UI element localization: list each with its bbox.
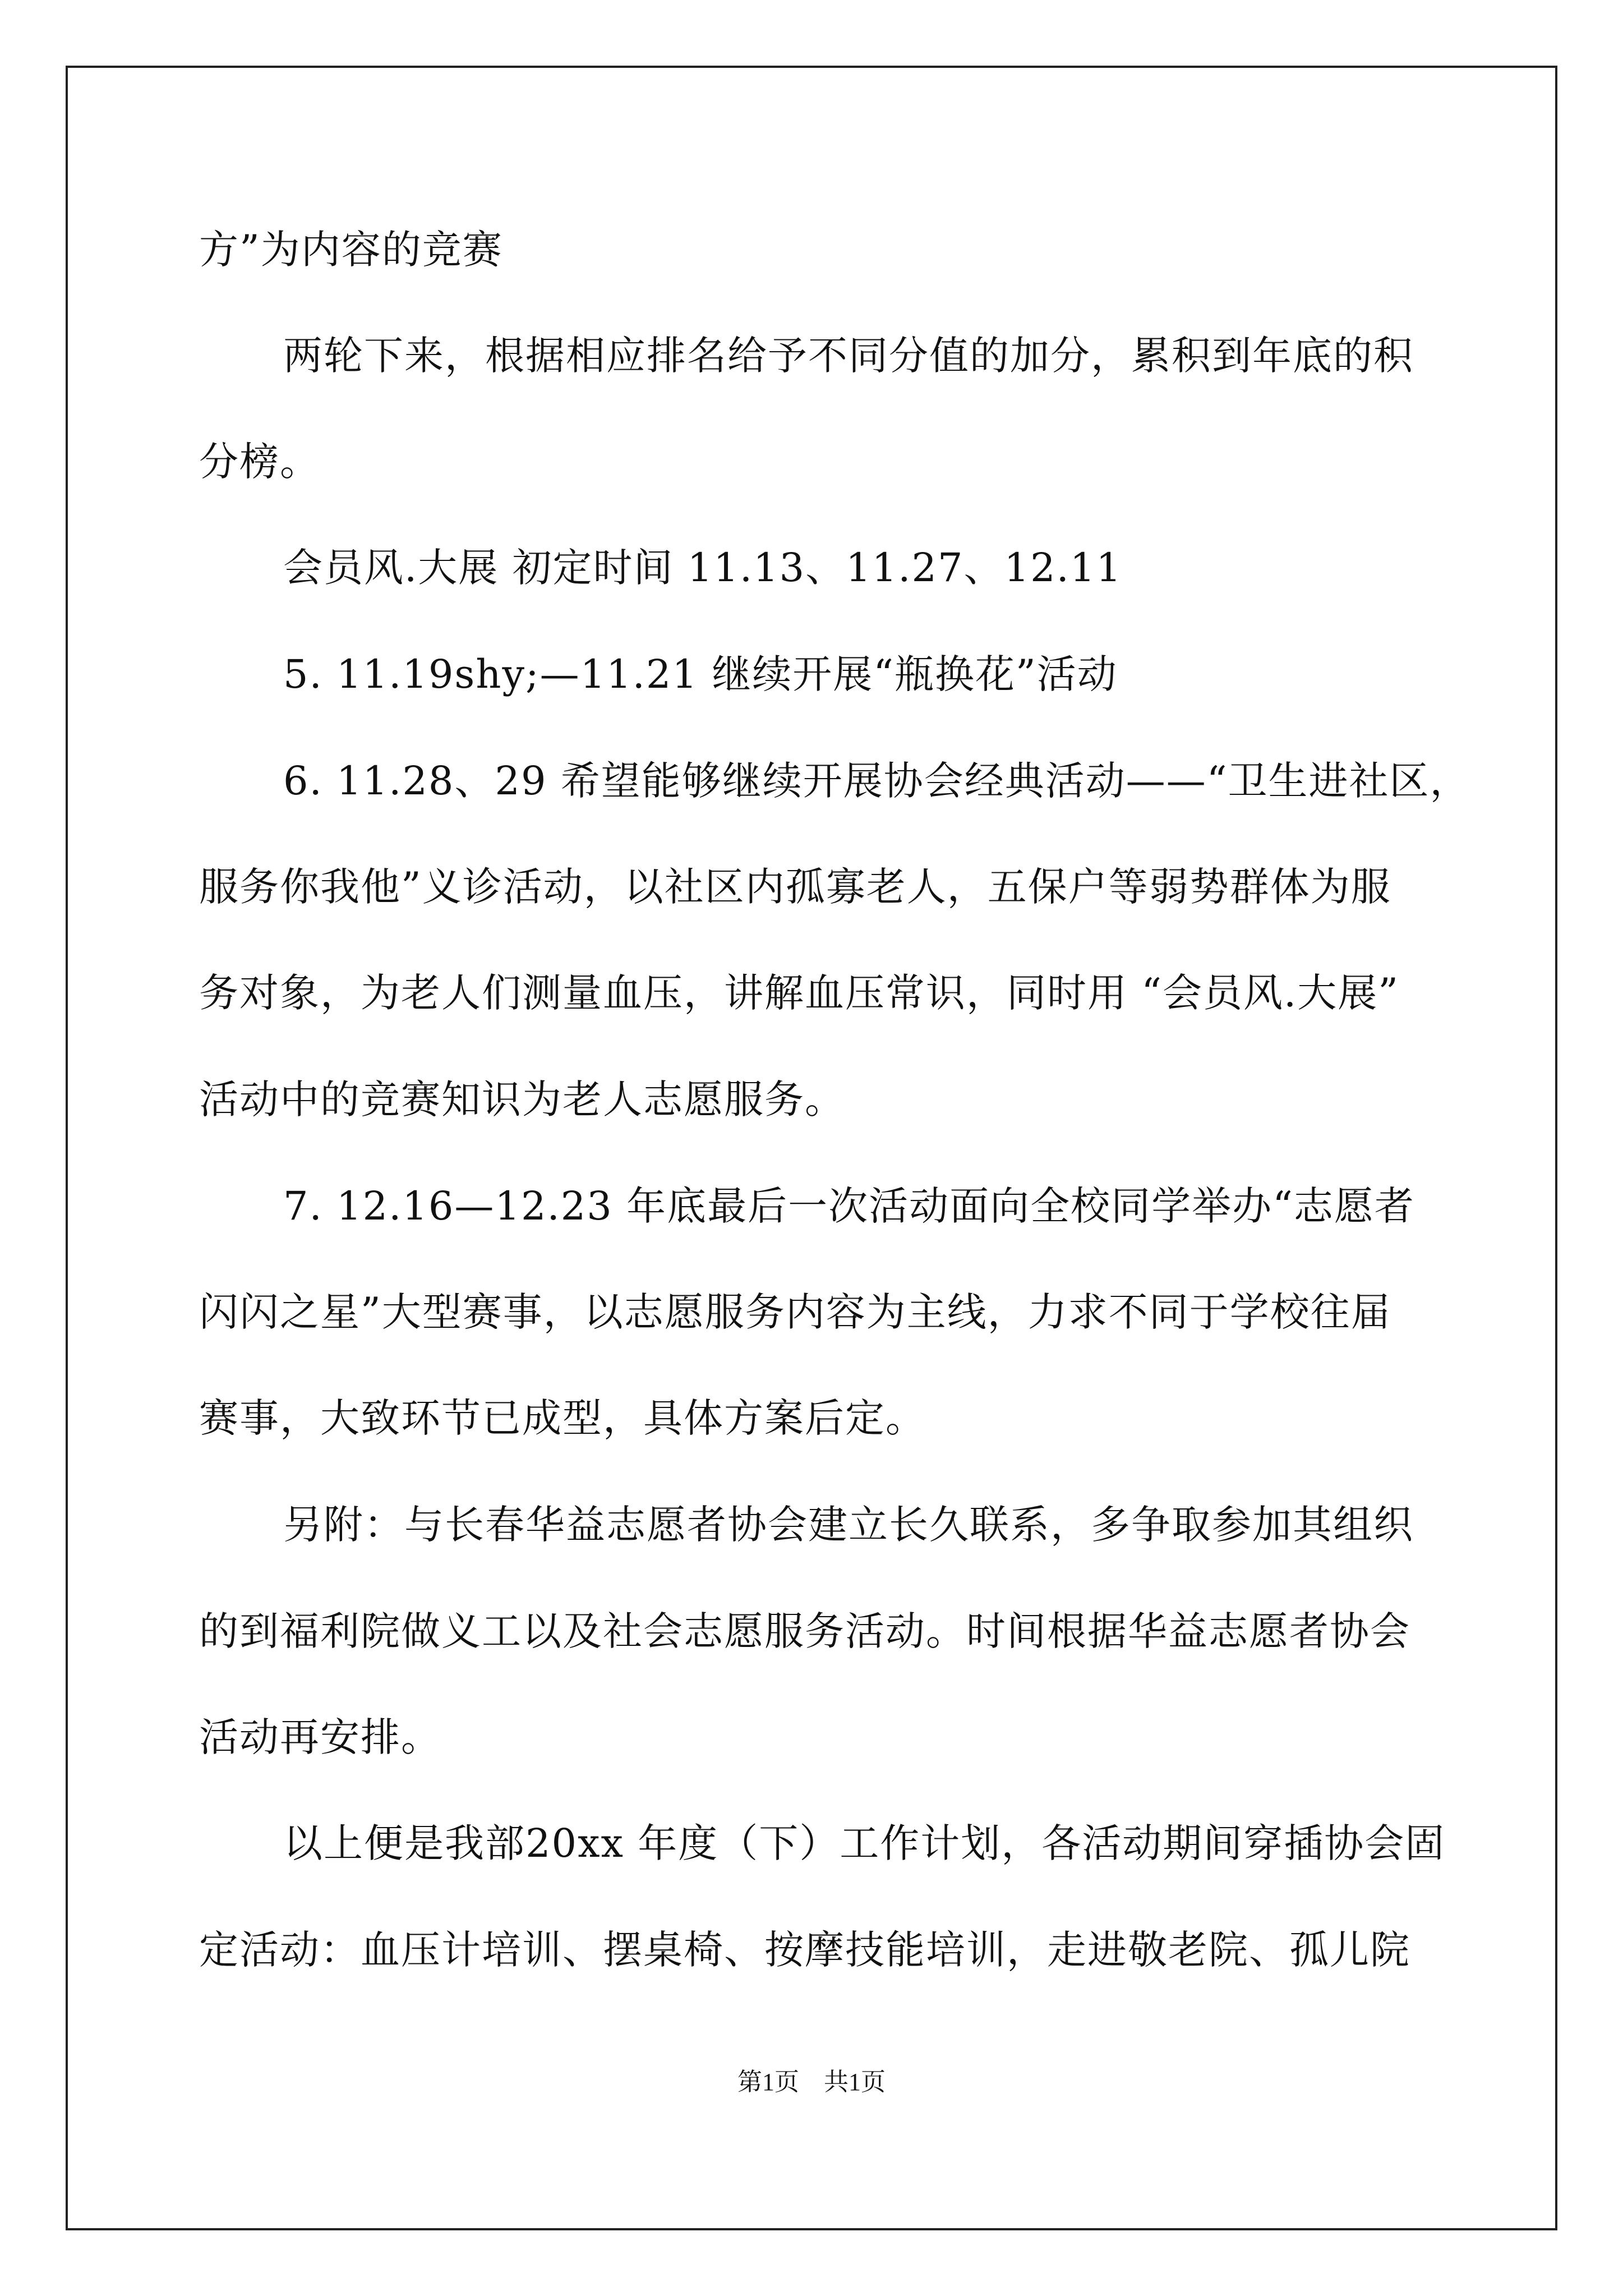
- text-line: 以上便是我部20xx 年度（下）工作计划，各活动期间穿插协会固: [283, 1820, 1446, 1866]
- text-line: 务对象，为老人们测量血压，讲解血压常识，同时用 “会员风.大展”: [199, 970, 1400, 1016]
- text-line: 另附：与长春华益志愿者协会建立长久联系，多争取参加其组织: [283, 1502, 1414, 1548]
- text-line: 活动中的竞赛知识为老人志愿服务。: [199, 1076, 845, 1122]
- text-line: 活动再安排。: [199, 1714, 441, 1760]
- text-line: 两轮下来，根据相应排名给予不同分值的加分，累积到年底的积: [283, 333, 1414, 379]
- page-footer: 第1页 共1页: [737, 2068, 886, 2096]
- text-line: 6. 11.28、29 希望能够继续开展协会经典活动——“卫生进社区，: [283, 758, 1470, 804]
- text-line: 分榜。: [199, 439, 320, 485]
- text-line: 7. 12.16—12.23 年底最后一次活动面向全校同学举办“志愿者: [283, 1183, 1415, 1229]
- text-line: 方”为内容的竞赛: [199, 227, 503, 273]
- text-line: 会员风.大展 初定时间 11.13、11.27、12.11: [283, 545, 1122, 591]
- text-line: 5. 11.19shy;—11.21 继续开展“瓶换花”活动: [283, 651, 1118, 697]
- text-line: 服务你我他”义诊活动，以社区内孤寡老人，五保户等弱势群体为服: [199, 864, 1391, 910]
- text-line: 定活动：血压计培训、摆桌椅、按摩技能培训，走进敬老院、孤儿院: [199, 1927, 1410, 1973]
- text-line: 的到福利院做义工以及社会志愿服务活动。时间根据华益志愿者协会: [199, 1608, 1410, 1654]
- text-line: 闪闪之星”大型赛事，以志愿服务内容为主线，力求不同于学校往届: [199, 1289, 1391, 1335]
- text-line: 赛事，大致环节已成型，具体方案后定。: [199, 1395, 926, 1441]
